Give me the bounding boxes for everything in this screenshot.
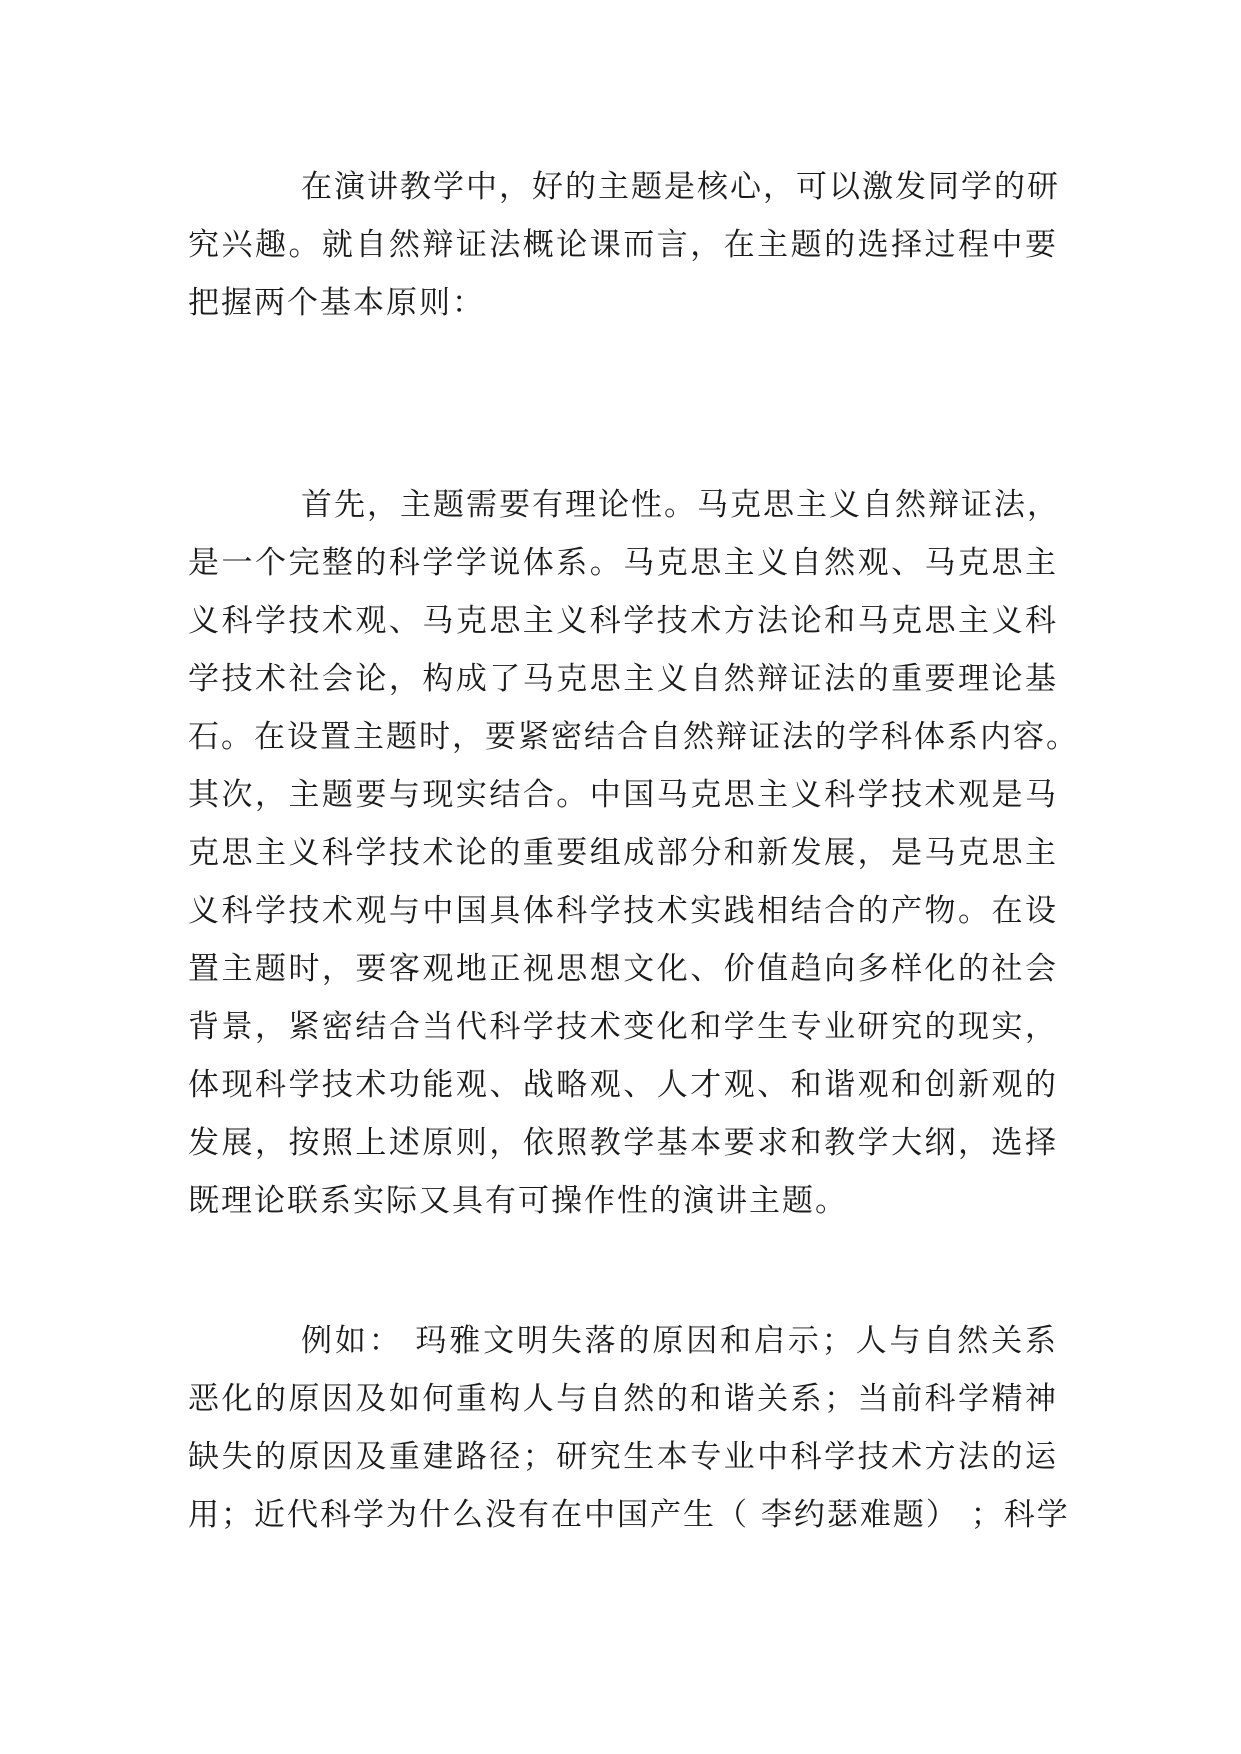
- text-line: 置主题时，要客观地正视思想文化、价值趋向多样化的社会: [188, 951, 1058, 987]
- text-line: 克思主义科学技术论的重要组成部分和新发展，是马克思主: [188, 835, 1058, 871]
- text-line: 石。在设置主题时，要紧密结合自然辩证法的学科体系内容。: [188, 719, 1079, 755]
- paragraph-principles: [188, 476, 1079, 1230]
- text-line: 把握两个基本原则：: [188, 285, 485, 321]
- text-line: 其次，主题要与现实结合。中国马克思主义科学技术观是马: [188, 777, 1058, 813]
- text-line: 是一个完整的科学学说体系。马克思主义自然观、马克思主: [188, 545, 1058, 581]
- text-line: 义科学技术观、马克思主义科学技术方法论和马克思主义科: [188, 603, 1058, 639]
- text-line: 体现科学技术功能观、战略观、人才观、和谐观和创新观的: [188, 1067, 1058, 1103]
- text-line: 究兴趣。就自然辩证法概论课而言，在主题的选择过程中要: [188, 227, 1058, 263]
- text-line: 义科学技术观与中国具体科学技术实践相结合的产物。在设: [188, 893, 1058, 929]
- paragraph-topic-intro: [188, 158, 1058, 332]
- text-line: 背景，紧密结合当代科学技术变化和学生专业研究的现实，: [188, 1009, 1058, 1045]
- text-line: 例如： 玛雅文明失落的原因和启示；人与自然关系: [301, 1323, 1058, 1359]
- paragraph-examples: [188, 1312, 1070, 1544]
- text-line: 用；近代科学为什么没有在中国产生（ 李约瑟难题） ；科学: [188, 1497, 1070, 1533]
- text-line: 学技术社会论，构成了马克思主义自然辩证法的重要理论基: [188, 661, 1058, 697]
- text-line: 恶化的原因及如何重构人与自然的和谐关系；当前科学精神: [188, 1381, 1058, 1417]
- text-line: 首先，主题需要有理论性。马克思主义自然辩证法，: [301, 487, 1060, 523]
- text-line: 缺失的原因及重建路径；研究生本专业中科学技术方法的运: [188, 1439, 1058, 1475]
- text-line: 在演讲教学中，好的主题是核心，可以激发同学的研: [301, 169, 1060, 205]
- text-line: 发展，按照上述原则，依照教学基本要求和教学大纲，选择: [188, 1125, 1058, 1161]
- text-line: 既理论联系实际又具有可操作性的演讲主题。: [188, 1183, 848, 1219]
